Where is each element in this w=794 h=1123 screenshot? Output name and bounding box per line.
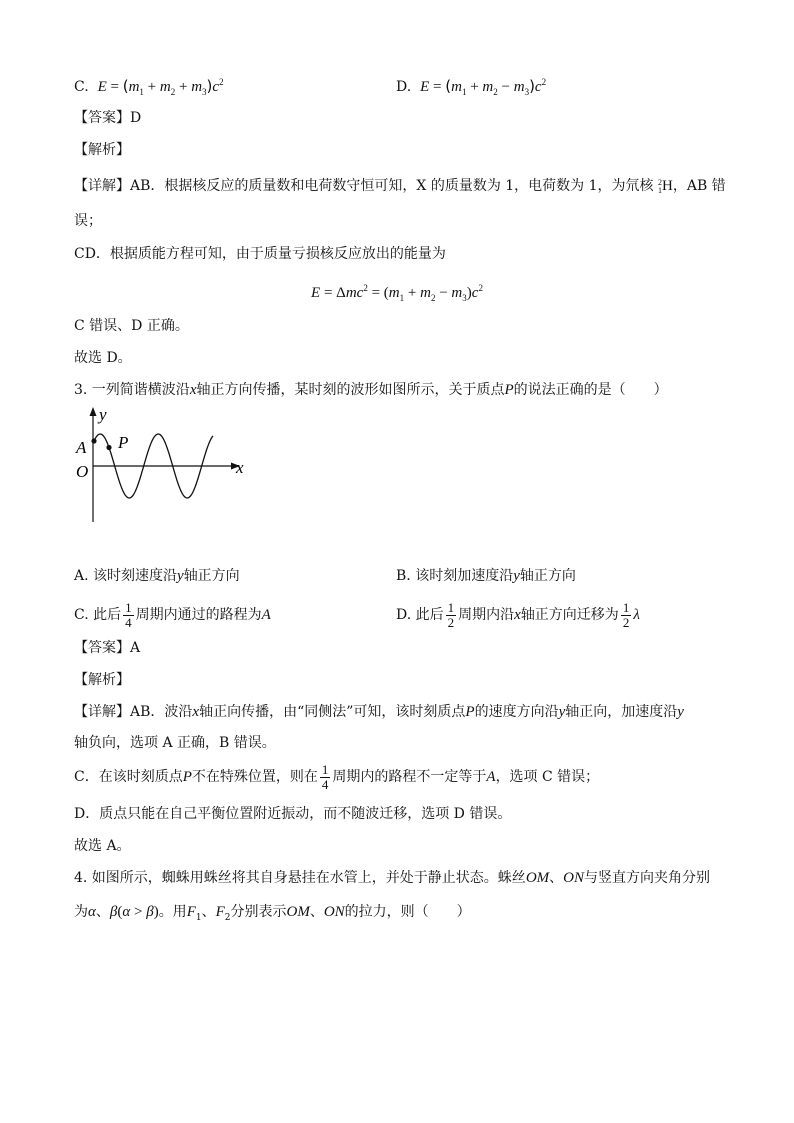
point-p-label: P xyxy=(118,433,129,452)
amplitude-label: A xyxy=(76,438,87,457)
q3-conclusion: 故选 A。 xyxy=(74,838,131,854)
q3-answer: 【答案】A xyxy=(74,640,141,656)
q2-option-c: C. $E = (m_1 + m_2 + m_3)c^2$ xyxy=(74,77,224,97)
q2-conclusion: 故选 D。 xyxy=(74,350,132,366)
wave-figure xyxy=(74,404,254,528)
q3-option-d: D. 此后 $\frac{1}{2}$ 周期内沿x轴正方向迁移为 $\frac{1}{2}$ λ xyxy=(396,599,640,630)
q2-answer: 【答案】D xyxy=(74,110,142,126)
q2-detail-line-2: 误； xyxy=(74,213,102,229)
deuterium-symbol: 2 1H xyxy=(657,177,673,195)
point-p-dot xyxy=(106,445,111,450)
q3-detail-line-2: 轴负向，选项 A 正确，B 错误。 xyxy=(74,735,276,751)
x-axis-label: x xyxy=(236,458,244,477)
q4-stem-line-1: 4. 如图所示，蜘蛛用蛛丝将其自身悬挂在水管上，并处于静止状态。蛛丝OM、ON与竖直方向夹角分别 xyxy=(74,870,710,886)
point-a-dot xyxy=(91,438,96,443)
q3-detail-line-3: C．在该时刻质点P不在特殊位置，则在 $\frac{1}{4}$ 周期内的路程不一定等于A，选项 C 错误； xyxy=(74,761,600,792)
q4-stem-line-2: 为α、β(α > β)。用$F_1$、$F_2$分别表示OM、ON的拉力，则（ ） xyxy=(74,904,471,923)
q3-analysis-heading: 【解析】 xyxy=(74,672,130,688)
q2-detail-line-4: C 错误、D 正确。 xyxy=(74,318,189,334)
q2-option-d: D. $E = (m_1 + m_2 - m_3)c^2$ xyxy=(396,77,547,97)
q2-analysis-heading: 【解析】 xyxy=(74,142,130,158)
q3-stem: 3. 一列简谐横波沿x轴正方向传播，某时刻的波形如图所示，关于质点P的说法正确的是（ ） xyxy=(74,382,668,398)
origin-label: O xyxy=(76,462,89,481)
y-axis-label: y xyxy=(99,405,107,424)
q3-option-c: C. 此后 $\frac{1}{4}$ 周期内通过的路程为A xyxy=(74,599,271,630)
q3-detail-line-4: D．质点只能在自己平衡位置附近振动，而不随波迁移，选项 D 错误。 xyxy=(74,806,512,822)
q2-energy-equation: $E = \Delta mc^2 = (m_1 + m_2 - m_3)c^2$ xyxy=(311,283,483,303)
q3-option-b: B. 该时刻加速度沿y轴正方向 xyxy=(396,568,576,584)
q3-option-a: A. 该时刻速度沿y轴正方向 xyxy=(74,568,240,584)
q2-detail-line-1: 【详解】AB．根据核反应的质量数和电荷数守恒可知，X 的质量数为 1，电荷数为 1，为氘核 2 1H，AB 错 xyxy=(74,177,726,195)
formula: $E = (m_1 + m_2 - m_3)c^2$ xyxy=(420,77,547,97)
formula: $E = (m_1 + m_2 + m_3)c^2$ xyxy=(97,77,224,97)
q2-detail-line-3: CD．根据质能方程可知，由于质量亏损核反应放出的能量为 xyxy=(74,246,446,262)
q3-detail-line-1: 【详解】AB．波沿x轴正向传播，由“同侧法”可知，该时刻质点P的速度方向沿y轴正向，加速度沿y xyxy=(74,704,684,720)
y-axis-arrow xyxy=(90,407,97,416)
